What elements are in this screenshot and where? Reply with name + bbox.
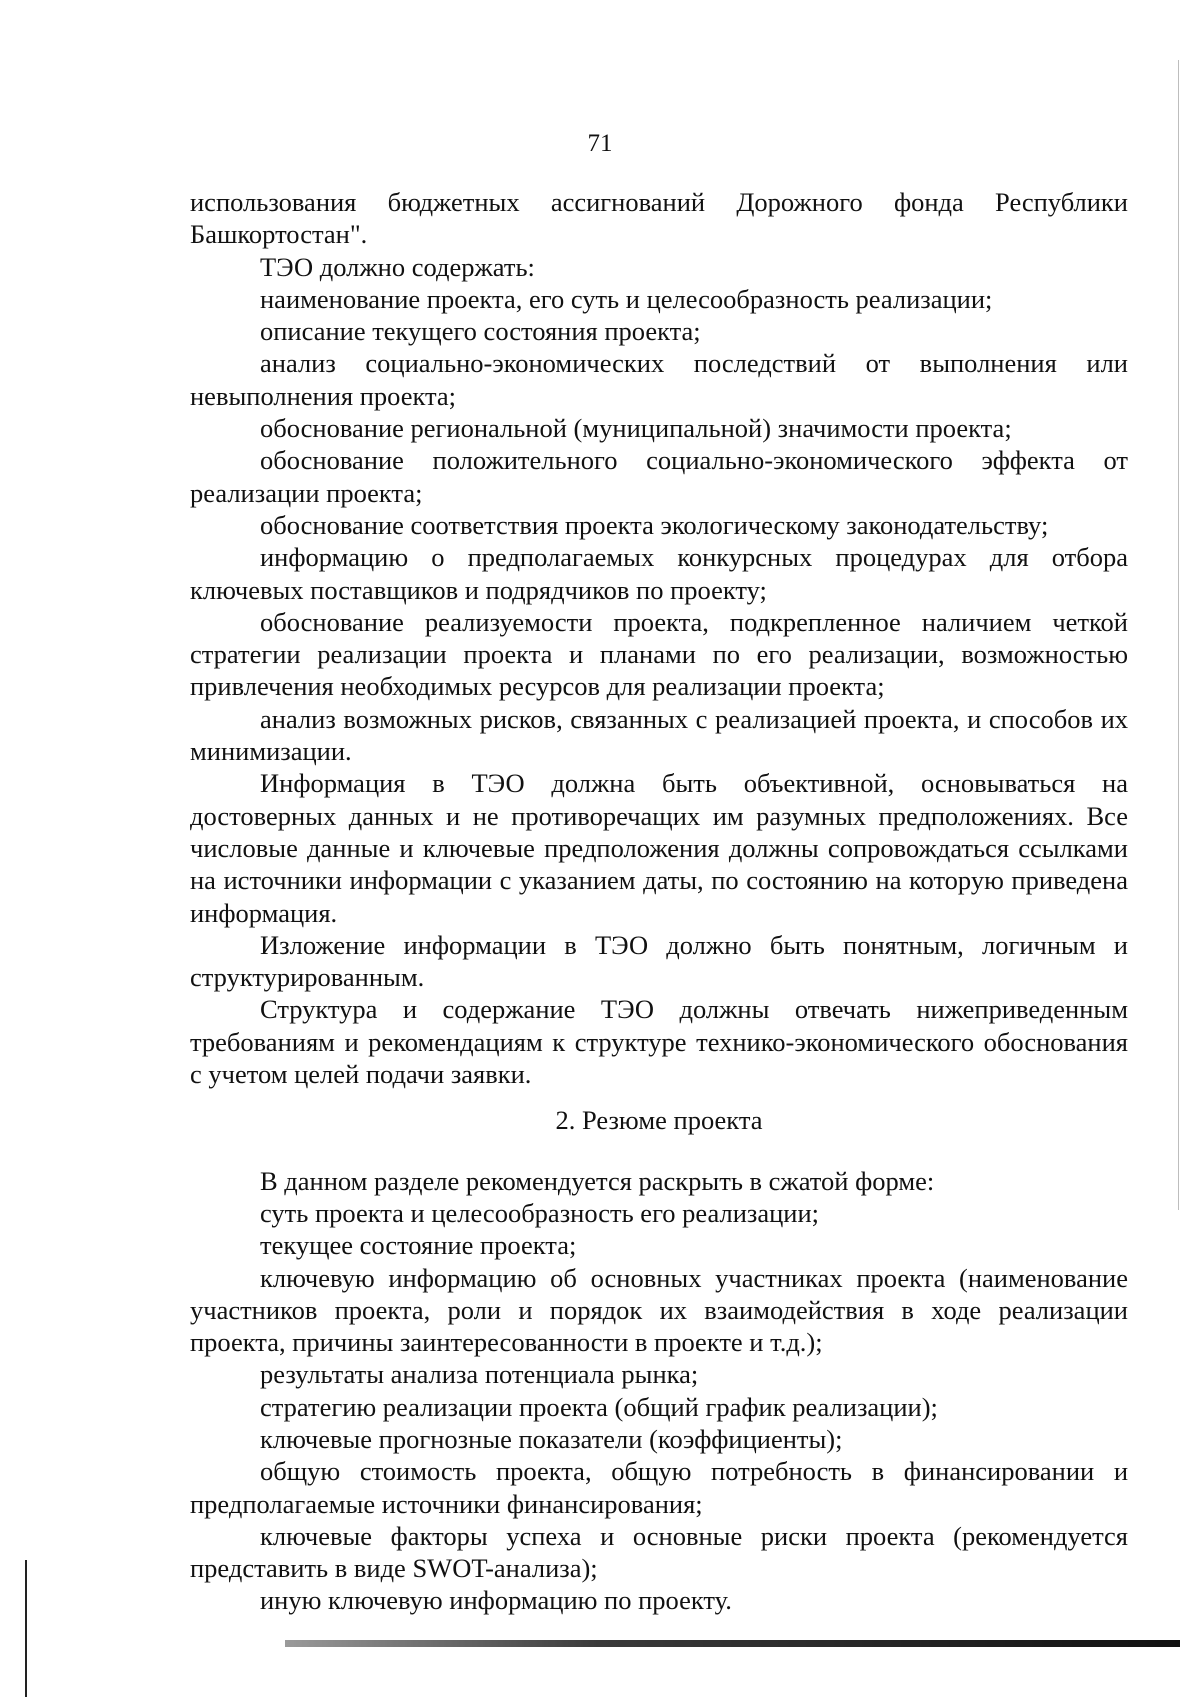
section-paragraph-9: ключевые факторы успеха и основные риски проекта (рекомендуется представить в виде SWOT-анализа); (190, 1520, 1128, 1584)
paragraph-11: анализ возможных рисков, связанных с реализацией проекта, и способов их минимизации. (190, 703, 1128, 767)
scan-edge-line-right (1178, 60, 1179, 1210)
scan-edge-bar-bottom (285, 1640, 1180, 1647)
page-number: 71 (587, 130, 613, 157)
section-paragraph-7: ключевые прогнозные показатели (коэффициенты); (260, 1423, 843, 1454)
section-heading: 2. Резюме проекта (555, 1105, 763, 1136)
paragraph-9: информацию о предполагаемых конкурсных процедурах для отбора ключевых поставщиков и подрядчиков по проекту; (190, 542, 1128, 605)
section-paragraph-8: общую стоимость проекта, общую потребность в финансировании и предполагаемые источники финансирования; (190, 1456, 1128, 1519)
section-paragraph-5: результаты анализа потенциала рынка; (260, 1359, 699, 1390)
section-paragraph-10: иную ключевую информацию по проекту. (260, 1585, 732, 1616)
paragraph-7: обоснование положительного социально-экономического эффекта от реализации проекта; (190, 445, 1128, 508)
paragraph-14: Структура и содержание ТЭО должны отвечать нижеприведенным требованиям и рекомендациям к структуре технико-экономического обоснования с учетом целей подачи заявки. (190, 994, 1128, 1090)
paragraph-2: ТЭО должно содержать: (260, 251, 535, 282)
paragraph-13: Изложение информации в ТЭО должно быть понятным, логичным и структурированным. (190, 929, 1128, 993)
paragraph-8: обоснование соответствия проекта экологическому законодательству; (260, 509, 1049, 540)
paragraph-1: использования бюджетных ассигнований Дорожного фонда Республики Башкортостан". (190, 187, 1128, 250)
section-paragraph-4: ключевую информацию об основных участниках проекта (наименование участников проекта, роли и порядок их взаимодействия в ходе реализации проекта, причины заинтересованности в проекте и т.д.); (190, 1262, 1128, 1358)
document-body (190, 186, 1128, 1617)
section-paragraph-1: В данном разделе рекомендуется раскрыть в сжатой форме: (260, 1165, 935, 1196)
scan-edge-line-left (25, 1560, 27, 1697)
paragraph-10: обоснование реализуемости проекта, подкрепленное наличием четкой стратегии реализации проекта и планами по его реализации, возможностью привлечения необходимых ресурсов для реализации проекта; (190, 606, 1128, 702)
paragraph-3: наименование проекта, его суть и целесообразность реализации; (260, 283, 993, 314)
section-paragraph-2: суть проекта и целесообразность его реализации; (260, 1197, 820, 1228)
paragraph-4: описание текущего состояния проекта; (260, 316, 701, 347)
paragraph-6: обоснование региональной (муниципальной) значимости проекта; (260, 413, 1012, 444)
section-paragraph-3: текущее состояние проекта; (260, 1230, 577, 1261)
section-paragraph-6: стратегию реализации проекта (общий график реализации); (260, 1391, 938, 1422)
paragraph-5: анализ социально-экономических последствий от выполнения или невыполнения проекта; (190, 348, 1128, 411)
paragraph-12: Информация в ТЭО должна быть объективной, основываться на достоверных данных и не противоречащих им разумных предположениях. Все числовые данные и ключевые предположения должны сопровождаться ссылками на источники информации с указанием даты, по состоянию на которую приведена информация. (190, 768, 1128, 928)
